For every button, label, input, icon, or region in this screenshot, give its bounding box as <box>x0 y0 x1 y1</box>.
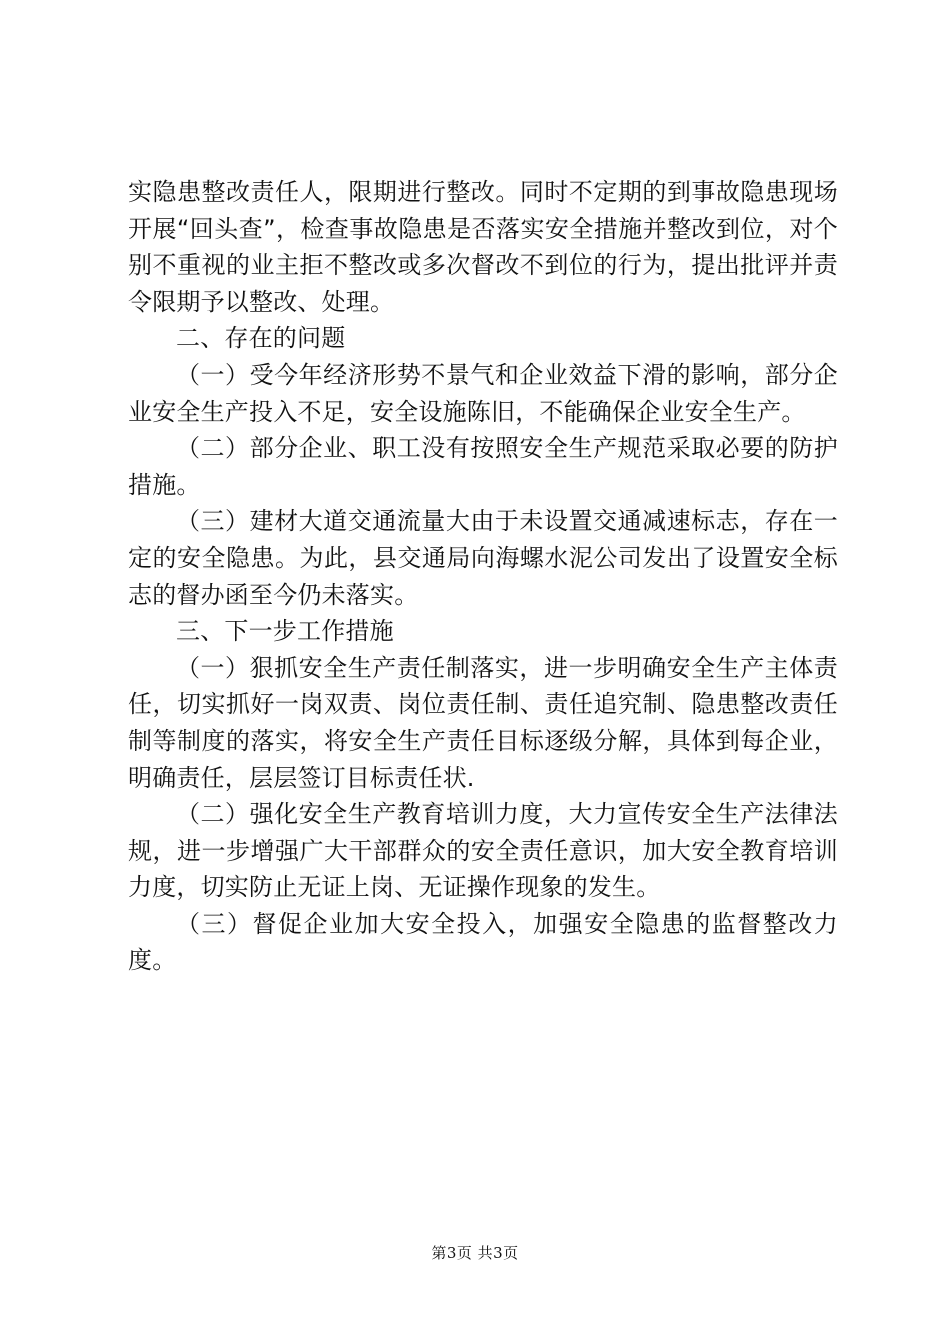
paragraph-measure-1: （一）狠抓安全生产责任制落实，进一步明确安全生产主体责任，切实抓好一岗双责、岗位责任制、责任追究制、隐患整改责任制等制度的落实，将安全生产责任目标逐级分解，具体到每企业，明确责任，层层签订目标责任状. <box>128 653 838 792</box>
paragraph-measure-2: （二）强化安全生产教育培训力度，大力宣传安全生产法律法规，进一步增强广大干部群众的安全责任意识，加大安全教育培训力度，切实防止无证上岗、无证操作现象的发生。 <box>128 800 838 902</box>
section-heading-problems: 二、存在的问题 <box>176 324 346 353</box>
section-heading-next-steps: 三、下一步工作措施 <box>176 617 394 646</box>
paragraph-continuation: 实隐患整改责任人，限期进行整改。同时不定期的到事故隐患现场开展“回头查”，检查事故隐患是否落实安全措施并整改到位，对个别不重视的业主拒不整改或多次督改不到位的行为，提出批评并责令限期予以整改、处理。 <box>128 178 838 316</box>
page-footer: 第3页 共3页 <box>431 1244 519 1262</box>
paragraph-measure-3: （三）督促企业加大安全投入，加强安全隐患的监督整改力度。 <box>128 909 838 975</box>
paragraph-problem-3: （三）建材大道交通流量大由于未设置交通减速标志，存在一定的安全隐患。为此，县交通局向海螺水泥公司发出了设置安全标志的督办函至今仍未落实。 <box>128 507 838 609</box>
document-body <box>128 174 838 979</box>
paragraph-problem-2: （二）部分企业、职工没有按照安全生产规范采取必要的防护措施。 <box>128 434 838 499</box>
paragraph-problem-1: （一）受今年经济形势不景气和企业效益下滑的影响，部分企业安全生产投入不足，安全设施陈旧，不能确保企业安全生产。 <box>128 360 838 426</box>
